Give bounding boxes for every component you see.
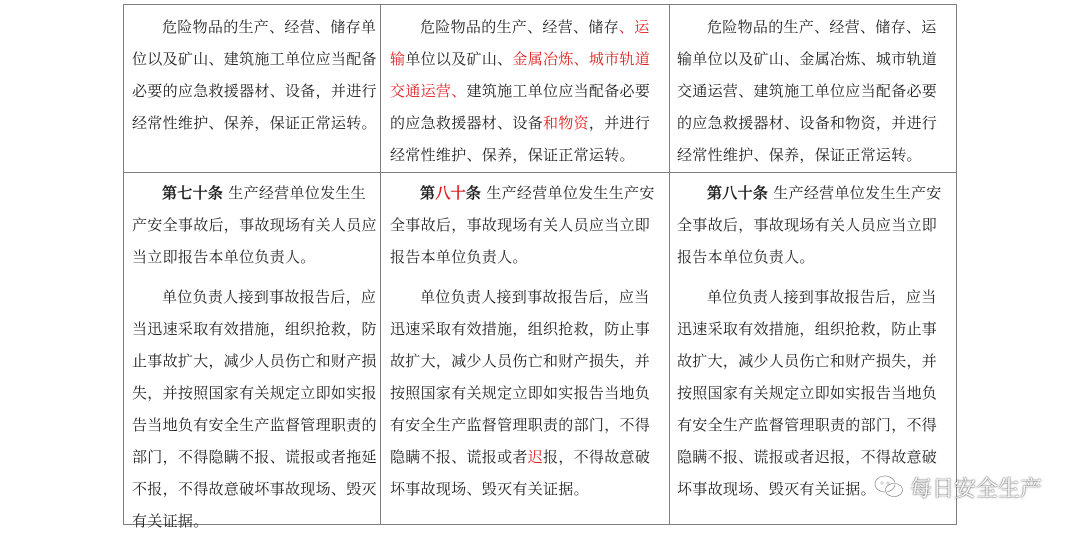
article-number-prefix: 第 <box>420 184 436 202</box>
column-divider <box>669 5 670 524</box>
highlight-text: 和物资 <box>543 114 589 132</box>
paragraph <box>390 281 660 505</box>
watermark <box>874 473 1042 501</box>
comparison-table <box>123 4 957 530</box>
paragraph: 危险物品的生产、经营、储存、运输单位以及矿山、金属冶炼、城市轨道交通运营、建筑施工单位应当配备必要的应急救援器材、设备和物资，并进行经常性维护、保养，保证正常运转。 <box>677 18 938 164</box>
highlight-text: 金属冶炼、城市轨道交通运营、 <box>390 50 651 100</box>
paragraph <box>132 177 378 273</box>
cell-new-article-80 <box>677 177 949 505</box>
text: 生产经营单位发生生产安全事故后，事故现场有关人员应当立即报告本单位负责人。 <box>132 184 377 266</box>
paragraph <box>390 177 660 273</box>
highlight-text: 、运输 <box>390 18 650 68</box>
highlight-text: 迟 <box>527 448 544 466</box>
text: 危险物品的生产、经营、储存 <box>420 18 619 36</box>
text: 单位以及矿山、 <box>405 50 513 68</box>
cell-new-emergency-equipment <box>677 11 949 171</box>
text: 生产经营单位发生生产安全事故后，事故现场有关人员应当立即报告本单位负责人。 <box>390 184 655 266</box>
paragraph <box>390 11 660 171</box>
row-divider <box>124 172 956 173</box>
column-divider <box>380 5 381 524</box>
paragraph: 单位负责人接到事故报告后，应当迅速采取有效措施，组织抢救，防止事故扩大，减少人员伤亡和财产损失，并按照国家有关规定立即如实报告当地负有安全生产监督管理职责的部门，不得隐瞒不报、谎报或者拖延不报，不得故意破坏事故现场、毁灭有关证据。 <box>132 288 377 530</box>
article-number: 第七十条 <box>162 184 224 202</box>
text: 单位负责人接到事故报告后，应当迅速采取有效措施，组织抢救，防止事故扩大，减少人员伤亡和财产损失，并按照国家有关规定立即如实报告当地负有安全生产监督管理职责的部门，不得隐瞒不报、谎报或者 <box>390 288 651 466</box>
article-number: 第八十条 <box>707 184 769 202</box>
text: 建筑施工单位应当配备必要的应急救援器材、设备 <box>390 82 651 132</box>
cell-old-emergency-equipment <box>132 11 378 139</box>
text: 生产经营单位发生生产安全事故后，事故现场有关人员应当立即报告本单位负责人。 <box>677 184 942 266</box>
text: 报，不得故意破坏事故现场、毁灭有关证据。 <box>390 448 651 498</box>
cell-draft-emergency-equipment <box>390 11 660 171</box>
paragraph <box>677 177 949 273</box>
cell-draft-article-80 <box>390 177 660 505</box>
cell-old-article-70 <box>132 177 378 537</box>
wechat-icon <box>874 474 904 500</box>
paragraph: 单位负责人接到事故报告后，应当迅速采取有效措施，组织抢救，防止事故扩大，减少人员伤亡和财产损失，并按照国家有关规定立即如实报告当地负有安全生产监督管理职责的部门，不得隐瞒不报、谎报或者迟报，不得故意破坏事故现场、毁灭有关证据。 <box>677 288 938 498</box>
watermark-text: 每日安全生产 <box>909 476 1042 502</box>
article-number-suffix: 条 <box>465 184 482 202</box>
paragraph: 危险物品的生产、经营、储存单位以及矿山、建筑施工单位应当配备必要的应急救援器材、设备，并进行经常性维护、保养，保证正常运转。 <box>132 18 377 132</box>
text: ，并进行经常性维护、保养，保证正常运转。 <box>390 114 651 164</box>
article-number-highlight: 八十 <box>435 184 466 202</box>
